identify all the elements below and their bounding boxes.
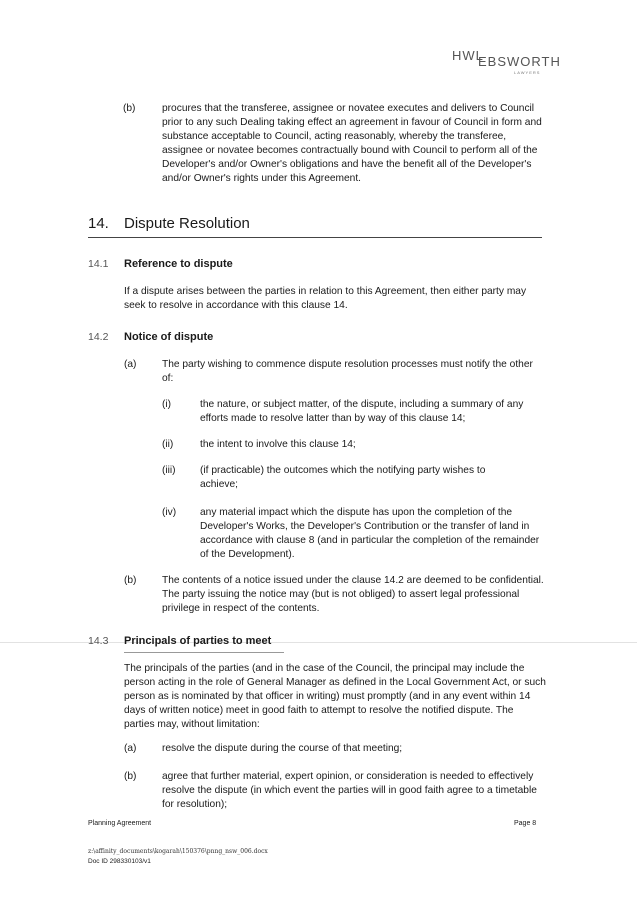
clause-14-3-title: Principals of parties to meet: [124, 635, 272, 647]
logo-lawyers-text: LAWYERS: [514, 70, 541, 75]
clause-14-3-text: The principals of the parties (and in the case of the Council, the principal may include the person acting in the role of General Manager as defined in the Local Government Act, or such person as is nominated by that officer in writing) must promptly (and in any event within 14 days of written notice) meet in good faith to attempt to resolve the notified dispute. The parties may, without limitation:: [124, 663, 546, 730]
clause-14-2-b-text: The contents of a notice issued under the clause 14.2 are deemed to be confidential. The party issuing the notice may (but is not obliged) to assert legal professional privilege in respect of the contents.: [162, 575, 544, 614]
section-divider: [88, 237, 542, 238]
clause-14-2-iv-text: any material impact which the dispute has upon the completion of the Developer's Works, the Developer's Contribution or the transfer of land in accordance with clause 8 (and in particular the completion of the remainder of the Development).: [200, 507, 540, 560]
logo-hw-text: HWL: [452, 48, 484, 63]
logo-ebsworth-text: EBSWORTH: [478, 54, 561, 69]
clause-14-3-underline: [124, 652, 284, 653]
clause-14-2-ii-label: (ii): [162, 439, 174, 450]
clause-14-3-b-label: (b): [124, 771, 137, 782]
clause-14-2-i-label: (i): [162, 399, 172, 410]
clause-14-2-ii-text: the intent to involve this clause 14;: [200, 439, 356, 450]
clause-14-3-b-text: agree that further material, expert opinion, or consideration is needed to effectively resolve the dispute (in which event the parties will in good faith agree to a timetable for resolution);: [162, 771, 537, 810]
clause-14-1-text: If a dispute arises between the parties in relation to this Agreement, then either party may seek to resolve in accordance with this clause 14.: [124, 286, 527, 311]
footer-page-number: Page 8: [514, 820, 537, 827]
intro-label: (b): [123, 103, 136, 114]
footer-document-title: Planning Agreement: [88, 820, 152, 827]
section-title: Dispute Resolution: [124, 215, 250, 232]
clause-14-2-iii-label: (iii): [162, 465, 176, 476]
clause-14-2-number: 14.2: [88, 331, 109, 343]
clause-14-2-a-label: (a): [124, 359, 137, 370]
clause-14-2-b-label: (b): [124, 575, 137, 586]
clause-14-2-i-text: the nature, or subject matter, of the dispute, including a summary of any efforts made to resolve latter than by way of this clause 14;: [200, 399, 524, 424]
section-number: 14.: [88, 215, 109, 232]
footer-file-path: z:\affinity_documents\kogarah\150376\pnng_nsw_006.docx: [88, 848, 268, 855]
clause-14-3-a-text: resolve the dispute during the course of that meeting;: [162, 743, 403, 754]
clause-14-3-number: 14.3: [88, 635, 109, 647]
intro-paragraph: procures that the transferee, assignee or novatee executes and delivers to Council prior to any such Dealing taking effect an agreement in favour of Council in form and substance acceptable to Council, acting reasonably, whereby the transferee, assignee or novatee becomes contractually bound with Council to perform all of the Developer's and/or Owner's obligations and have the benefit all of the Developer's and/or Owner's rights under this Agreement.: [162, 103, 542, 184]
clause-14-2-a-text: The party wishing to commence dispute resolution processes must notify the other of:: [162, 359, 533, 384]
firm-logo: [452, 48, 562, 80]
clause-14-1-title: Reference to dispute: [124, 258, 233, 270]
clause-14-2-iv-label: (iv): [162, 507, 177, 518]
clause-14-1-number: 14.1: [88, 258, 109, 270]
footer-doc-id: Doc ID 298330103/v1: [88, 858, 151, 865]
clause-14-3-a-label: (a): [124, 743, 137, 754]
clause-14-2-iii-text: (if practicable) the outcomes which the notifying party wishes to achieve;: [200, 465, 486, 490]
clause-14-2-title: Notice of dispute: [124, 331, 214, 343]
